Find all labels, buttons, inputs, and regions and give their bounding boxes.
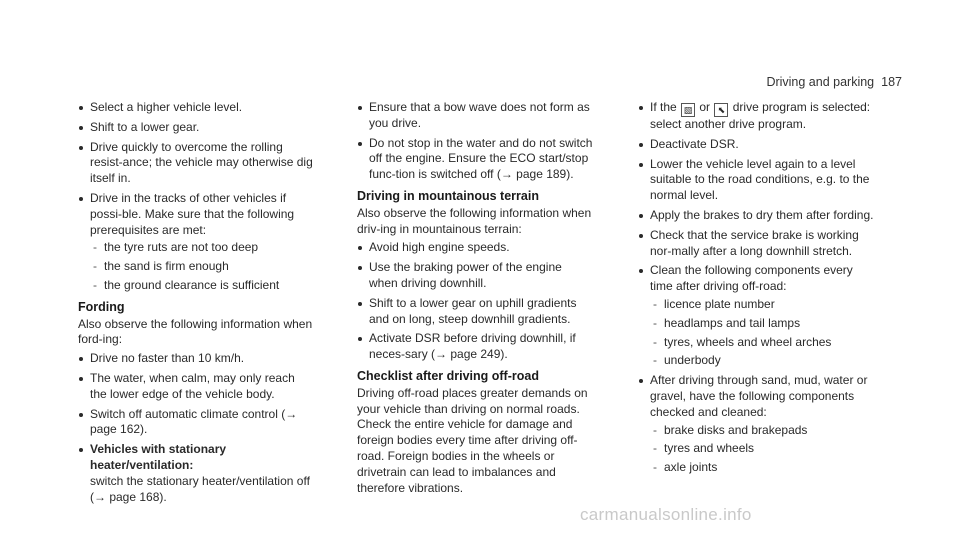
list-item: Do not stop in the water and do not switch off the engine. Ensure the ECO start/stop func-tion is switched off (→ page 189). — [357, 136, 593, 183]
list-item-text: Drive in the tracks of other vehicles if possi-ble. Make sure that the following prerequisites are met: — [90, 190, 295, 237]
list-item: Shift to a lower gear. — [78, 120, 314, 136]
list-item: Drive no faster than 10 km/h. — [78, 351, 314, 367]
list-item — [638, 100, 874, 133]
list-item: Shift to a lower gear on uphill gradients and on long, steep downhill gradients. — [357, 296, 593, 328]
list-item-text: Clean the following components every time after driving off-road: — [650, 263, 853, 294]
column-1 — [78, 100, 314, 509]
list-item: Switch off automatic climate control (→ page 162). — [78, 407, 314, 439]
mountain-heading: Driving in mountainous terrain — [357, 188, 539, 203]
list-item — [638, 373, 874, 476]
after-offroad-list — [638, 100, 874, 476]
watermark: carmanualsonline.info — [580, 505, 752, 524]
sub-list-item: - the tyre ruts are not too deep — [90, 240, 314, 256]
offroad-program-icon: ▧ — [681, 103, 695, 117]
checklist-text: Driving off-road places greater demands on your vehicle than driving on normal roads. Check the entire vehicle for damage and foreign bodies every time after driving off-road. Foreign bodies in the wheels or drivetrain can lead to imbalances and therefore vibrations. — [357, 385, 588, 495]
page-number: 187 — [881, 75, 902, 89]
column-3 — [638, 100, 874, 480]
sub-list-item: - underbody — [650, 353, 874, 369]
mountain-intro: Also observe the following information when driv-ing in mountainous terrain: — [357, 205, 592, 236]
list-item — [638, 263, 874, 369]
program-prefix: If the — [650, 100, 677, 114]
list-item: Ensure that a bow wave does not form as you drive. — [357, 100, 593, 132]
sub-list-item: - the sand is firm enough — [90, 259, 314, 275]
list-item: Activate DSR before driving downhill, if neces-sary (→ page 249). — [357, 331, 593, 363]
sub-list-item: - the ground clearance is sufficient — [90, 278, 314, 294]
components-list — [650, 297, 874, 369]
page-header — [766, 75, 902, 89]
sub-list-item: - licence plate number — [650, 297, 874, 313]
check-components-list — [650, 423, 874, 476]
sub-list-item: - brake disks and brakepads — [650, 423, 874, 439]
mountain-list — [357, 240, 593, 363]
list-item-text: After driving through sand, mud, water or gravel, have the following components checked and cleaned: — [650, 373, 868, 419]
list-item: Select a higher vehicle level. — [78, 100, 314, 116]
list-item: The water, when calm, may only reach the lower edge of the vehicle body. — [78, 371, 314, 403]
sub-list-item: - tyres and wheels — [650, 441, 874, 457]
sand-tips-list — [78, 100, 314, 294]
sub-list-item: - tyres, wheels and wheel arches — [650, 335, 874, 351]
program-suffix: drive program is selected: select another drive program. — [650, 100, 871, 131]
checklist-heading: Checklist after driving off-road — [357, 368, 539, 383]
list-item: Avoid high engine speeds. — [357, 240, 593, 256]
fording-heading: Fording — [78, 299, 125, 314]
vent-text: switch the stationary heater/ventilation off (→ page 168). — [90, 473, 310, 504]
fording-list — [78, 351, 314, 505]
column-2 — [357, 100, 593, 499]
incline-program-icon: ⬉ — [714, 103, 728, 117]
list-item — [78, 442, 314, 505]
list-item: Apply the brakes to dry them after fording. — [638, 208, 874, 224]
list-item: Check that the service brake is working nor-mally after a long downhill stretch. — [638, 228, 874, 260]
sub-list-item: - axle joints — [650, 460, 874, 476]
list-item: Lower the vehicle level again to a level suitable to the road conditions, e.g. to the normal level. — [638, 157, 874, 204]
list-item: Use the braking power of the engine when driving downhill. — [357, 260, 593, 292]
sub-list-item: - headlamps and tail lamps — [650, 316, 874, 332]
prerequisites-list — [90, 240, 314, 293]
fording-intro: Also observe the following information when ford-ing: — [78, 316, 313, 347]
list-item: Deactivate DSR. — [638, 137, 874, 153]
program-or: or — [699, 100, 711, 114]
vent-label: Vehicles with stationary heater/ventilation: — [90, 442, 227, 472]
list-item — [78, 191, 314, 294]
list-item: Drive quickly to overcome the rolling resist-ance; the vehicle may otherwise dig itself in. — [78, 140, 314, 187]
section-title: Driving and parking — [766, 75, 875, 89]
water-tips-list — [357, 100, 593, 183]
